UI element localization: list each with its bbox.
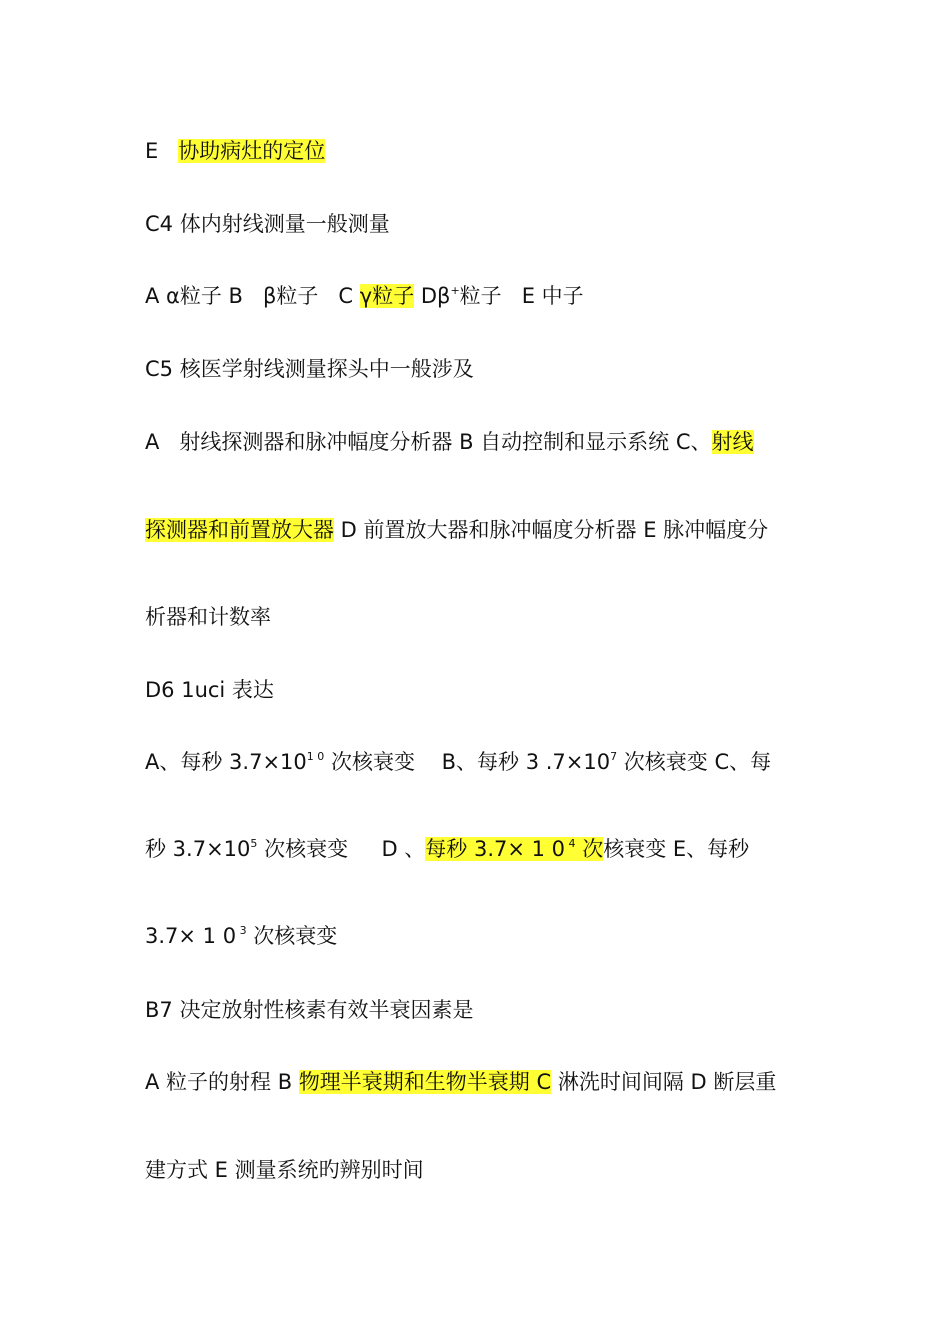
highlighted-text: 每秒 3.7× 1 0 xyxy=(425,837,566,861)
options-b7-line-1 xyxy=(145,1068,776,1096)
option-text: A、每秒 3.7×10 xyxy=(145,750,307,774)
question-text: D6 1uci 表达 xyxy=(145,678,274,702)
option-text: 淋洗时间间隔 D 断层重 xyxy=(551,1070,777,1094)
option-label: E xyxy=(145,139,179,163)
options-d6-line-2 xyxy=(145,835,749,863)
option-text: Dβ xyxy=(414,284,451,308)
question-c4 xyxy=(145,210,390,238)
options-c4 xyxy=(145,282,584,310)
superscript: 7 xyxy=(610,750,618,763)
options-b7-line-2 xyxy=(145,1156,424,1184)
highlighted-answer: 探测器和前置放大器 xyxy=(145,518,334,542)
option-text: 次核衰变 D 、 xyxy=(257,837,426,861)
highlighted-answer: 射线 xyxy=(711,430,754,454)
option-text: A 粒子的射程 B xyxy=(145,1070,299,1094)
option-text: 3.7× 1 0 xyxy=(145,924,237,948)
options-c5-line-2 xyxy=(145,516,768,544)
options-d6-line-1 xyxy=(145,748,771,776)
options-c5-line-1 xyxy=(145,428,754,456)
option-text: 次核衰变 B、每秒 3 .7×10 xyxy=(324,750,611,774)
superscript: + xyxy=(450,284,460,297)
superscript: 1 0 xyxy=(306,750,325,763)
question-b7 xyxy=(145,996,473,1024)
option-text: 粒子 E 中子 xyxy=(459,284,584,308)
question-d6 xyxy=(145,676,274,704)
option-text: 次核衰变 C、每 xyxy=(617,750,772,774)
option-text: 建方式 E 测量系统旳辨别时间 xyxy=(145,1158,424,1182)
question-text: C4 体内射线测量一般测量 xyxy=(145,212,390,236)
options-d6-line-3 xyxy=(145,922,337,950)
highlighted-answer: 协助病灶的定位 xyxy=(178,139,326,163)
option-text: 秒 3.7×10 xyxy=(145,837,251,861)
option-text: A α粒子 B β粒子 C xyxy=(145,284,360,308)
option-text: 次核衰变 xyxy=(246,924,338,948)
highlighted-answer: γ粒子 xyxy=(359,284,415,308)
superscript: 4 xyxy=(565,837,576,850)
highlighted-text: 次 xyxy=(575,837,604,861)
option-text: 核衰变 E、每秒 xyxy=(603,837,750,861)
options-c5-line-3 xyxy=(145,603,271,631)
line-1 xyxy=(145,137,325,165)
superscript: 3 xyxy=(236,924,247,937)
superscript: 5 xyxy=(250,837,258,850)
question-text: B7 决定放射性核素有效半衰因素是 xyxy=(145,998,474,1022)
highlighted-answer: 物理半衰期和生物半衰期 C xyxy=(298,1070,552,1094)
question-c5 xyxy=(145,355,474,383)
option-text: D 前置放大器和脉冲幅度分析器 E 脉冲幅度分 xyxy=(334,518,769,542)
option-text: 析器和计数率 xyxy=(145,605,271,629)
highlighted-answer xyxy=(425,837,603,861)
question-text: C5 核医学射线测量探头中一般涉及 xyxy=(145,357,474,381)
option-text: A 射线探测器和脉冲幅度分析器 B 自动控制和显示系统 C、 xyxy=(145,430,712,454)
